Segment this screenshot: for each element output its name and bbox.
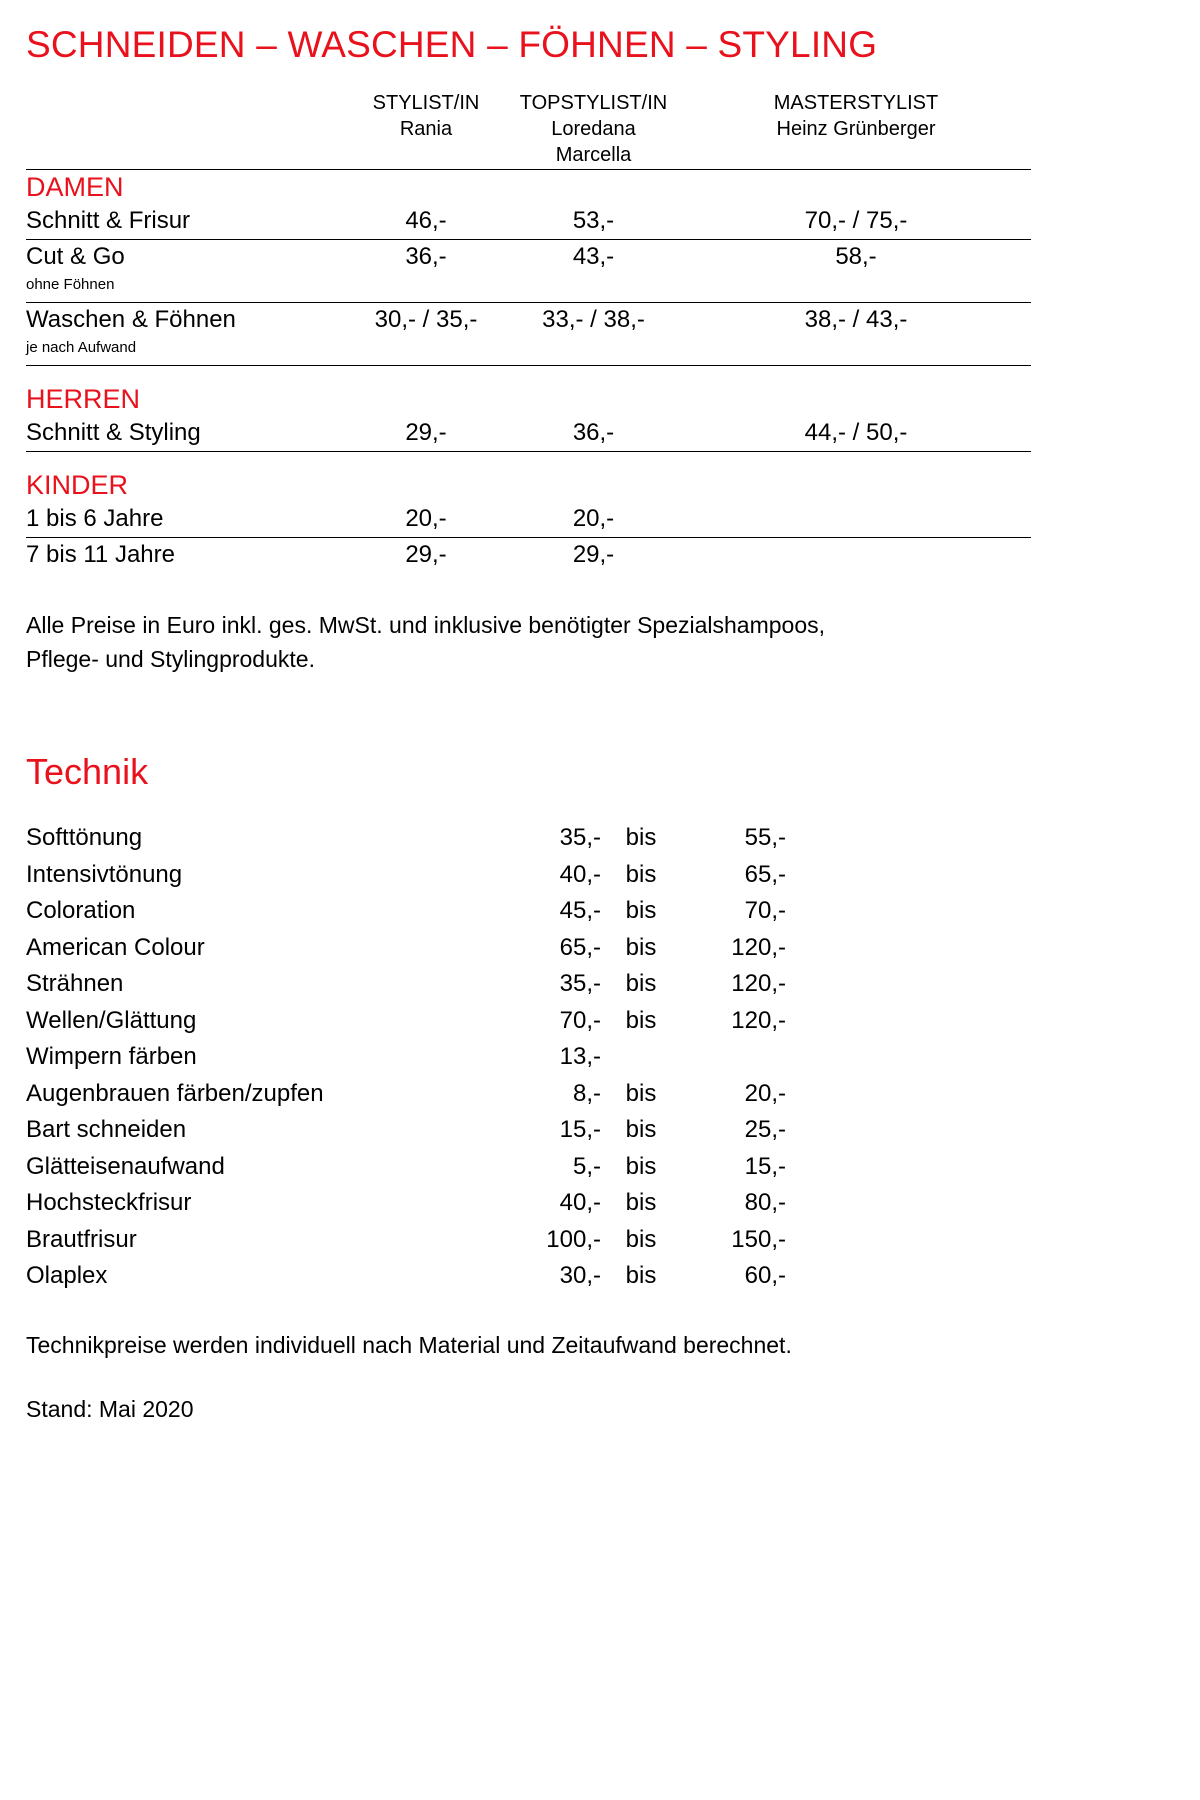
technik-price-from: 8,-: [572, 1079, 601, 1107]
price-masterstylist: 38,- / 43,-: [804, 306, 908, 333]
service-name: Cut & Go: [26, 243, 125, 270]
technik-separator: bis: [625, 1116, 657, 1143]
price-note-line-1: Alle Preise in Euro inkl. ges. MwSt. und inklusive benötigter Spezialshampoos,: [26, 612, 826, 638]
price-stylist: 20,-: [405, 505, 447, 532]
technik-separator: bis: [625, 1006, 657, 1034]
technik-price-to: 70,-: [744, 897, 786, 924]
technik-service-name: Olaplex: [26, 1262, 108, 1289]
technik-separator: bis: [625, 1189, 657, 1216]
price-stylist: 29,-: [405, 419, 447, 446]
column-stylist-heinz: Heinz Grünberger: [776, 118, 936, 140]
group-title-kinder: KINDER: [26, 470, 129, 500]
table-row: [26, 1222, 786, 1259]
technik-service-name: Strähnen: [26, 970, 124, 997]
price-stylist: 46,-: [405, 207, 447, 234]
service-name: Schnitt & Styling: [26, 419, 201, 446]
technik-separator: bis: [625, 1152, 657, 1180]
technik-price-to: 20,-: [744, 1079, 786, 1107]
column-stylist-marcella: Marcella: [555, 144, 632, 166]
table-row: [26, 416, 1031, 450]
table-row: [26, 930, 786, 967]
technik-table: [26, 820, 786, 1295]
technik-heading: Technik: [26, 751, 149, 792]
table-row: [26, 820, 786, 857]
technik-price-from: 40,-: [559, 860, 601, 888]
technik-service-name: Hochsteckfrisur: [26, 1189, 192, 1216]
technik-price-to: 150,-: [731, 1225, 786, 1253]
service-note: ohne Föhnen: [26, 276, 115, 293]
technik-service-name: American Colour: [26, 933, 205, 961]
technik-price-from: 45,-: [559, 897, 601, 924]
technik-service-name: Wimpern färben: [26, 1043, 197, 1070]
service-name: Waschen & Föhnen: [26, 306, 236, 333]
price-topstylist: 33,- / 38,-: [542, 306, 645, 333]
technik-price-from: 5,-: [572, 1152, 601, 1180]
group-header-row-damen: [26, 170, 1031, 205]
table-row: [26, 240, 1031, 302]
technik-separator: bis: [625, 860, 657, 888]
technik-price-from: 15,-: [559, 1116, 601, 1143]
price-topstylist: 36,-: [572, 419, 615, 446]
page-content: [26, 22, 1031, 1426]
technik-price-to: 55,-: [744, 824, 786, 851]
table-row: [26, 1039, 786, 1076]
service-name: 1 bis 6 Jahre: [26, 505, 164, 532]
technik-price-to: 25,-: [744, 1116, 786, 1143]
technik-footnote: Technikpreise werden individuell nach Material und Zeitaufwand berechnet.: [26, 1331, 792, 1358]
technik-table-body: [26, 820, 786, 1295]
price-masterstylist: [681, 502, 1031, 536]
price-stylist: 30,- / 35,-: [374, 306, 478, 333]
technik-separator: [601, 1039, 681, 1076]
column-header-stylist: [346, 90, 506, 168]
table-row: [26, 893, 786, 930]
technik-price-from: 100,-: [546, 1225, 601, 1253]
technik-separator: bis: [625, 933, 657, 961]
price-stylist: 36,-: [405, 243, 447, 270]
technik-price-to: 60,-: [744, 1262, 786, 1289]
technik-price-from: 13,-: [559, 1043, 601, 1070]
service-note: je nach Aufwand: [26, 339, 137, 356]
price-masterstylist: [681, 538, 1031, 573]
technik-price-from: 35,-: [559, 824, 601, 851]
services-header-row: [26, 90, 1031, 168]
technik-service-name: Augenbrauen färben/zupfen: [26, 1079, 324, 1107]
price-masterstylist: 70,- / 75,-: [804, 207, 908, 234]
services-header-spacer: [26, 90, 346, 168]
table-row: [26, 1149, 786, 1186]
table-row: [26, 1003, 786, 1040]
technik-price-to: 120,-: [731, 970, 786, 997]
group-title-herren: HERREN: [26, 384, 141, 414]
price-stylist: 29,-: [405, 541, 447, 568]
technik-separator: bis: [625, 824, 657, 851]
service-name-cell: [26, 240, 346, 302]
technik-price-to: 120,-: [731, 933, 786, 961]
services-table-body: [26, 90, 1031, 572]
technik-price-from: 65,-: [559, 933, 601, 961]
price-topstylist: 20,-: [572, 505, 615, 532]
technik-service-name: Brautfrisur: [26, 1225, 137, 1253]
column-role-masterstylist: MASTERSTYLIST: [773, 92, 939, 114]
technik-price-from: 30,-: [559, 1262, 601, 1289]
technik-price-to: 80,-: [744, 1189, 786, 1216]
group-header-row-kinder: [26, 468, 1031, 502]
table-row: [26, 204, 1031, 238]
group-spacer: [26, 452, 1031, 469]
service-name: Schnitt & Frisur: [26, 207, 191, 234]
table-row: [26, 966, 786, 1003]
table-row: [26, 1112, 786, 1149]
group-spacer: [26, 366, 1031, 383]
technik-price-to: 15,-: [744, 1152, 786, 1180]
technik-service-name: Coloration: [26, 897, 136, 924]
table-row: [26, 502, 1031, 536]
price-note: [26, 608, 1031, 676]
table-row: [26, 857, 786, 894]
technik-service-name: Bart schneiden: [26, 1116, 187, 1143]
price-masterstylist: 58,-: [835, 243, 877, 270]
technik-price-from: 70,-: [559, 1006, 601, 1034]
table-row: [26, 1258, 786, 1295]
price-masterstylist: 44,- / 50,-: [804, 419, 908, 446]
group-header-row-herren: [26, 382, 1031, 416]
services-table: [26, 90, 1031, 572]
table-row: [26, 303, 1031, 365]
column-stylist-rania: Rania: [399, 118, 453, 140]
table-row: [26, 538, 1031, 573]
technik-separator: bis: [625, 970, 657, 997]
technik-separator: bis: [625, 1262, 657, 1289]
price-topstylist: 53,-: [572, 207, 615, 234]
group-title-damen: DAMEN: [26, 172, 124, 202]
technik-price-to: [681, 1039, 786, 1076]
table-row: [26, 1076, 786, 1113]
price-note-line-2: Pflege- und Stylingprodukte.: [26, 646, 315, 672]
page-title: SCHNEIDEN – WASCHEN – FÖHNEN – STYLING: [26, 24, 878, 65]
technik-service-name: Glätteisenaufwand: [26, 1152, 225, 1180]
column-role-topstylist: TOPSTYLIST/IN: [519, 92, 668, 114]
stand-date: Stand: Mai 2020: [26, 1395, 194, 1422]
service-name: 7 bis 11 Jahre: [26, 541, 175, 568]
column-header-masterstylist: [681, 90, 1031, 168]
technik-price-from: 40,-: [559, 1189, 601, 1216]
service-name-cell: [26, 303, 346, 365]
column-stylist-loredana: Loredana: [551, 118, 636, 140]
table-row: [26, 1185, 786, 1222]
technik-service-name: Intensivtönung: [26, 860, 183, 888]
column-header-topstylist: [506, 90, 681, 168]
technik-price-from: 35,-: [559, 970, 601, 997]
technik-service-name: Wellen/Glättung: [26, 1006, 197, 1034]
technik-price-to: 120,-: [731, 1006, 786, 1034]
technik-separator: bis: [625, 897, 657, 924]
technik-separator: bis: [625, 1079, 657, 1107]
price-topstylist: 29,-: [572, 541, 615, 568]
column-role-stylist: STYLIST/IN: [372, 92, 480, 114]
technik-separator: bis: [625, 1225, 657, 1253]
technik-price-to: 65,-: [744, 860, 786, 888]
technik-service-name: Softtönung: [26, 824, 143, 851]
price-topstylist: 43,-: [572, 243, 615, 270]
